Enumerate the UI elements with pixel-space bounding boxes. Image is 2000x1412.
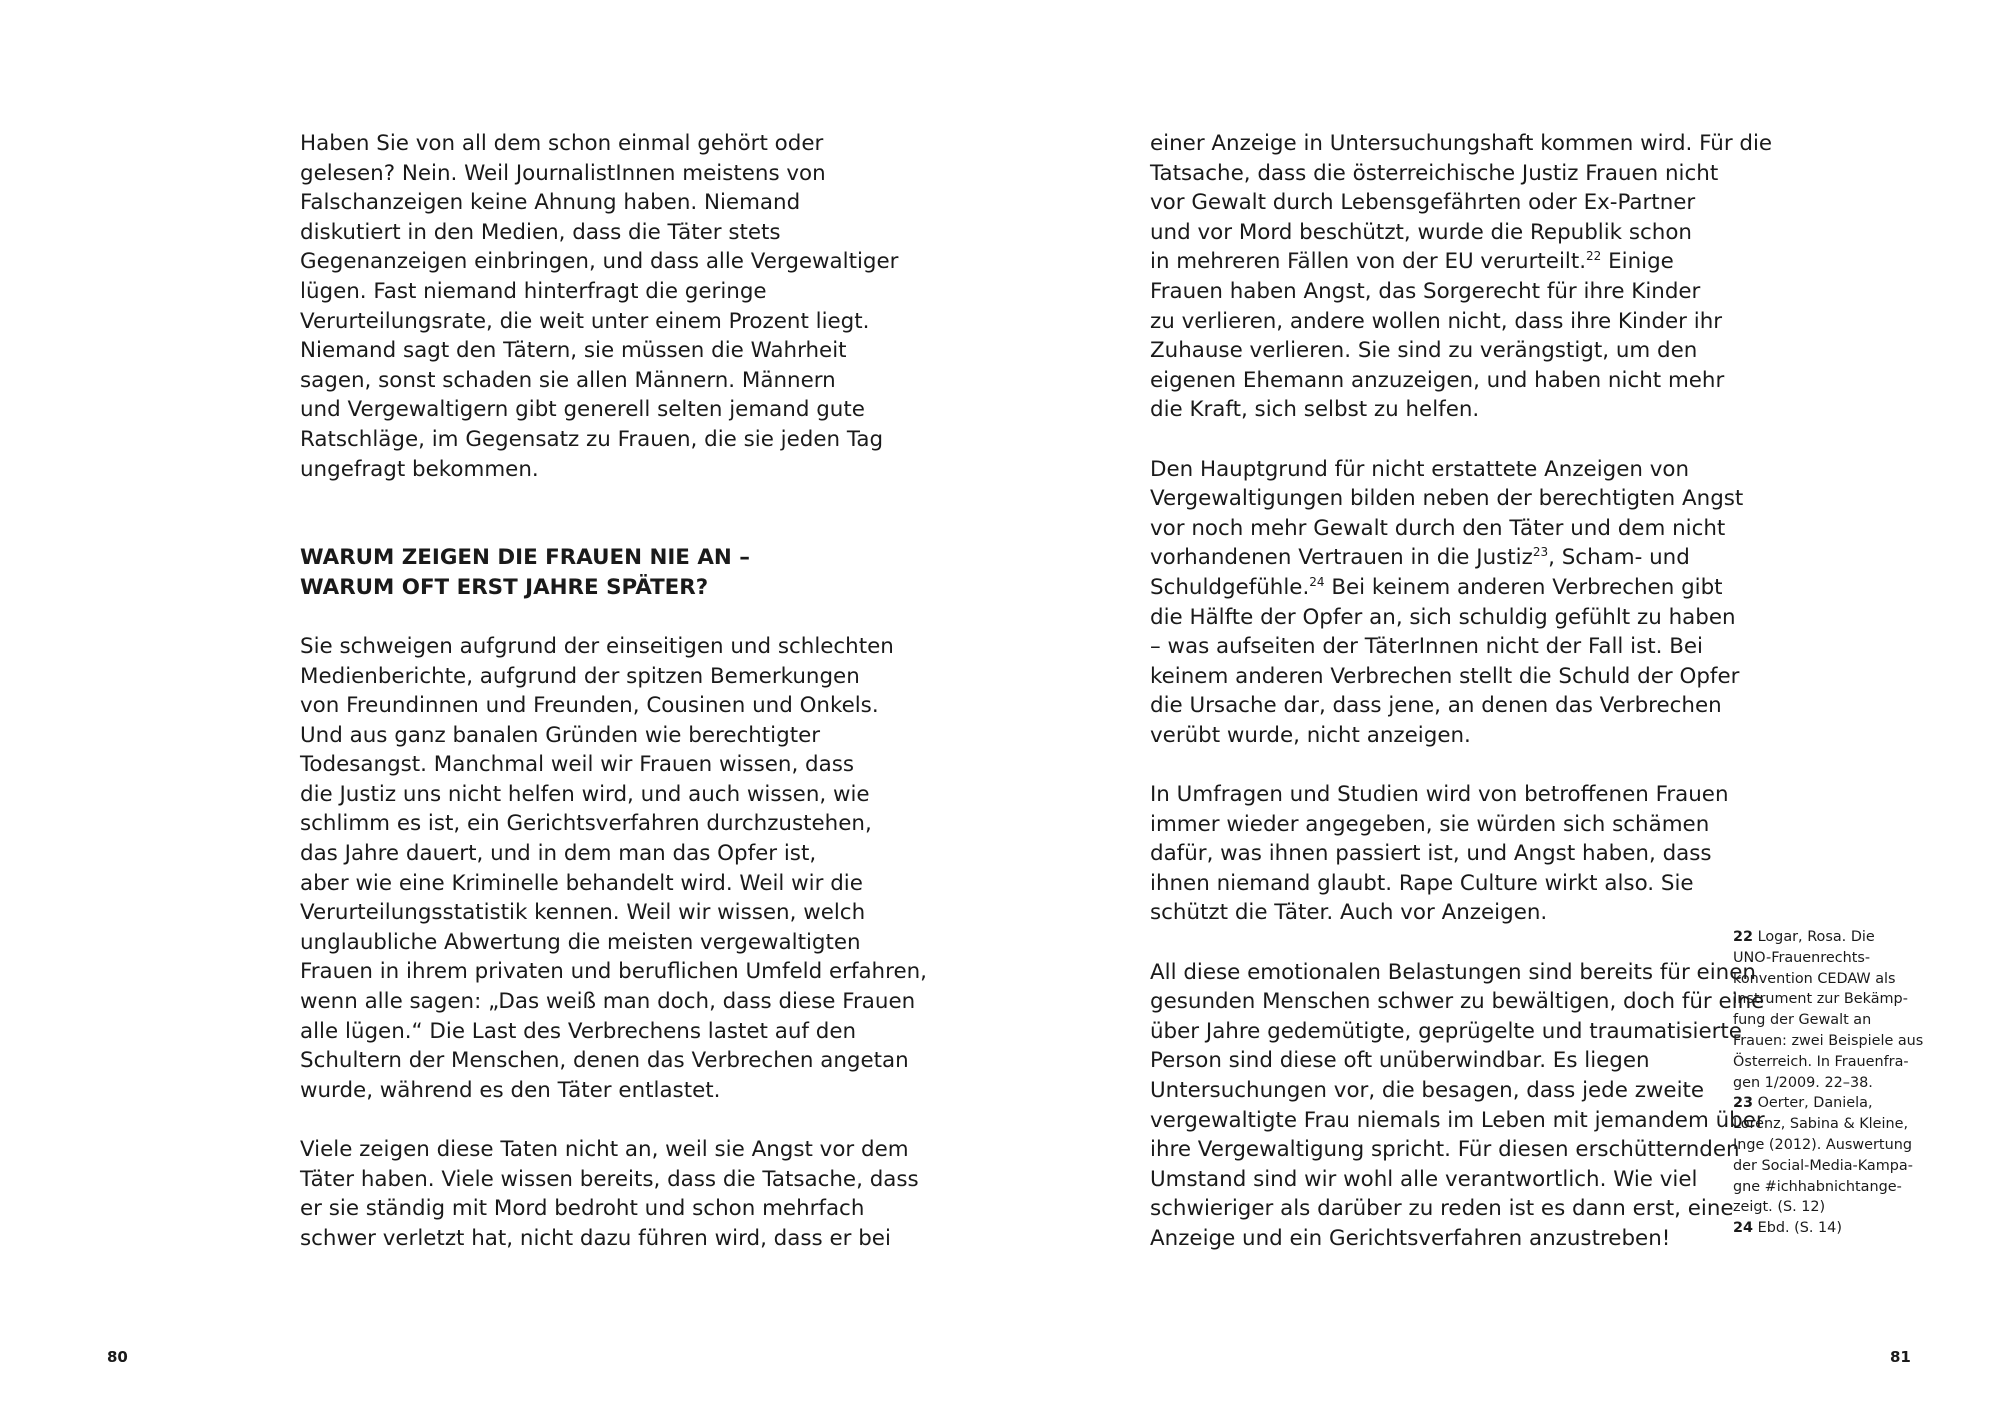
text-line: immer wieder angegeben, sie würden sich schämen xyxy=(1150,811,1710,837)
text-line: diskutiert in den Medien, dass die Täter stets xyxy=(300,219,781,245)
text-segment: Einige xyxy=(1601,249,1674,275)
footnote-text: Oerter, Daniela, xyxy=(1757,1095,1873,1112)
text-line: aber wie eine Kriminelle behandelt wird. Weil wir die xyxy=(300,870,863,896)
footnote-line: Instrument zur Bekämp- xyxy=(1733,991,1908,1008)
paragraph xyxy=(300,1135,919,1253)
text-line: und vor Mord beschützt, wurde die Republik schon xyxy=(1150,219,1692,245)
footnote-line: gne #ichhabnichtange- xyxy=(1733,1178,1902,1195)
text-segment: in mehreren Fällen von der EU verurteilt. xyxy=(1150,249,1587,275)
text-line: All diese emotionalen Belastungen sind bereits für einen xyxy=(1150,959,1756,985)
text-line: er sie ständig mit Mord bedroht und schon mehrfach xyxy=(300,1196,865,1222)
text-line: Verurteilungsstatistik kennen. Weil wir wissen, welch xyxy=(300,900,866,926)
footnote-line: konvention CEDAW als xyxy=(1733,970,1896,987)
text-line: Den Hauptgrund für nicht erstattete Anzeigen von xyxy=(1150,456,1690,482)
text-line: gelesen? Nein. Weil JournalistInnen meistens von xyxy=(300,160,826,186)
text-line: Todesangst. Manchmal weil wir Frauen wissen, dass xyxy=(300,752,855,778)
text-line: Person sind diese oft unüberwindbar. Es liegen xyxy=(1150,1048,1650,1074)
text-line: lügen. Fast niemand hinterfragt die geringe xyxy=(300,278,767,304)
section-heading xyxy=(300,543,880,602)
text-line: Frauen haben Angst, das Sorgerecht für ihre Kinder xyxy=(1150,278,1701,304)
footnote-number: 23 xyxy=(1733,1095,1754,1112)
text-line: die Hälfte der Opfer an, sich schuldig gefühlt zu haben xyxy=(1150,604,1736,630)
text-line xyxy=(1150,247,1730,277)
paragraph xyxy=(1150,129,1773,425)
footnote-text: Ebd. (S. 14) xyxy=(1757,1220,1842,1237)
text-line: Schultern der Menschen, denen das Verbrechen angetan xyxy=(300,1048,909,1074)
footnote-ref[interactable]: 22 xyxy=(1586,249,1602,264)
footnote-ref[interactable]: 24 xyxy=(1309,574,1325,589)
text-line xyxy=(1150,543,1730,573)
text-line: vor noch mehr Gewalt durch den Täter und dem nicht xyxy=(1150,515,1726,541)
text-line: Niemand sagt den Tätern, sie müssen die Wahrheit xyxy=(300,338,847,364)
footnote-line: Inge (2012). Auswertung xyxy=(1733,1136,1912,1153)
footnote-number: 22 xyxy=(1733,929,1754,945)
text-segment: Bei keinem anderen Verbrechen gibt xyxy=(1324,574,1723,600)
left-text-column xyxy=(300,129,927,1253)
footnotes xyxy=(1733,927,1923,1239)
footnote-line: Lorenz, Sabina & Kleine, xyxy=(1733,1116,1909,1133)
text-line: Zuhause verlieren. Sie sind zu verängstigt, um den xyxy=(1150,338,1698,364)
page-number: 80 xyxy=(107,1348,128,1366)
text-line: alle lügen.“ Die Last des Verbrechens lastet auf den xyxy=(300,1018,857,1044)
text-line: die Justiz uns nicht helfen wird, und auch wissen, wie xyxy=(300,781,870,807)
text-line: Verurteilungsrate, die weit unter einem Prozent liegt. xyxy=(300,308,870,334)
text-line: keinem anderen Verbrechen stellt die Schuld der Opfer xyxy=(1150,663,1740,689)
text-line: die Ursache dar, dass jene, an denen das Verbrechen xyxy=(1150,693,1722,719)
text-line: vergewaltigte Frau niemals im Leben mit jemandem über xyxy=(1150,1107,1765,1133)
text-segment: vorhandenen Vertrauen in die Justiz xyxy=(1150,545,1533,571)
text-line: verübt wurde, nicht anzeigen. xyxy=(1150,722,1471,748)
text-line: vor Gewalt durch Lebensgefährten oder Ex-Partner xyxy=(1150,190,1696,216)
text-line xyxy=(1150,573,1730,603)
footnote-ref[interactable]: 23 xyxy=(1532,545,1549,560)
footnote-line: der Social-Media-Kampa- xyxy=(1733,1157,1913,1174)
text-line: – was aufseiten der TäterInnen nicht der Fall ist. Bei xyxy=(1150,634,1704,660)
paragraph xyxy=(300,632,927,1106)
text-line: Umstand sind wir wohl alle verantwortlich. Wie viel xyxy=(1150,1166,1698,1192)
text-line: einer Anzeige in Untersuchungshaft kommen wird. Für die xyxy=(1150,131,1773,156)
text-line: Untersuchungen vor, die besagen, dass jede zweite xyxy=(1150,1078,1705,1103)
text-line: Tatsache, dass die österreichische Justiz Frauen nicht xyxy=(1150,160,1719,186)
text-line: Viele zeigen diese Taten nicht an, weil sie Angst vor dem xyxy=(300,1137,909,1162)
text-line: Sie schweigen aufgrund der einseitigen und schlechten xyxy=(300,633,894,659)
text-line: sagen, sonst schaden sie allen Männern. Männern xyxy=(300,367,836,393)
footnote-line: UNO-Frauenrechts- xyxy=(1733,949,1871,966)
paragraph xyxy=(300,129,899,484)
text-line: von Freundinnen und Freunden, Cousinen und Onkels. xyxy=(300,693,879,719)
text-line: zu verlieren, andere wollen nicht, dass ihre Kinder ihr xyxy=(1150,308,1723,334)
text-line: Ratschläge, im Gegensatz zu Frauen, die sie jeden Tag xyxy=(300,426,884,452)
footnote-23 xyxy=(1733,1093,1923,1114)
text-line: Und aus ganz banalen Gründen wie berechtigter xyxy=(300,722,821,748)
text-line: Anzeige und ein Gerichtsverfahren anzustreben! xyxy=(1150,1225,1671,1251)
heading-line: WARUM ZEIGEN DIE FRAUEN NIE AN – xyxy=(300,545,750,571)
footnote-24 xyxy=(1733,1218,1923,1239)
footnote-number: 24 xyxy=(1733,1220,1754,1237)
text-line: Frauen in ihrem privaten und beruflichen Umfeld erfahren, xyxy=(300,959,927,985)
page-number: 81 xyxy=(1890,1348,1911,1366)
text-line: Täter haben. Viele wissen bereits, dass die Tatsache, dass xyxy=(300,1166,919,1192)
text-line: schlimm es ist, ein Gerichtsverfahren durchzustehen, xyxy=(300,811,872,837)
footnote-line: gen 1/2009. 22–38. xyxy=(1733,1074,1873,1091)
heading-line: WARUM OFT ERST JAHRE SPÄTER? xyxy=(300,574,709,600)
text-line: wenn alle sagen: „Das weiß man doch, dass diese Frauen xyxy=(300,989,916,1015)
text-line: ihre Vergewaltigung spricht. Für diesen erschütternden xyxy=(1150,1137,1740,1163)
footnote-line: fung der Gewalt an xyxy=(1733,1012,1872,1029)
text-line: und Vergewaltigern gibt generell selten jemand gute xyxy=(300,397,865,423)
text-line: Haben Sie von all dem schon einmal gehört oder xyxy=(300,131,824,156)
text-segment: Schuldgefühle. xyxy=(1150,574,1310,600)
footnote-text: Logar, Rosa. Die xyxy=(1757,929,1875,945)
right-page xyxy=(1000,0,2000,1412)
text-line: wurde, während es den Täter entlastet. xyxy=(300,1077,721,1103)
text-segment: , Scham- und xyxy=(1548,545,1690,571)
text-line: Falschanzeigen keine Ahnung haben. Niemand xyxy=(300,190,801,216)
text-line: das Jahre dauert, und in dem man das Opfer ist, xyxy=(300,841,817,867)
text-line: schwieriger als darüber zu reden ist es dann erst, eine xyxy=(1150,1196,1734,1222)
text-line: Vergewaltigungen bilden neben der berechtigten Angst xyxy=(1150,486,1744,512)
text-line: ungefragt bekommen. xyxy=(300,456,539,482)
text-line: Gegenanzeigen einbringen, und dass alle Vergewaltiger xyxy=(300,249,899,275)
text-line: Medienberichte, aufgrund der spitzen Bemerkungen xyxy=(300,663,860,689)
footnote-line: Österreich. In Frauenfra- xyxy=(1733,1053,1909,1070)
footnote-22 xyxy=(1733,927,1923,948)
text-line: schützt die Täter. Auch vor Anzeigen. xyxy=(1150,900,1548,926)
right-text-column xyxy=(1150,129,1773,1254)
text-line: dafür, was ihnen passiert ist, und Angst haben, dass xyxy=(1150,841,1712,867)
text-line: In Umfragen und Studien wird von betroffenen Frauen xyxy=(1150,782,1729,808)
footnote-line: Frauen: zwei Beispiele aus xyxy=(1733,1032,1924,1049)
paragraph xyxy=(1150,455,1744,751)
text-line: unglaubliche Abwertung die meisten vergewaltigten xyxy=(300,929,861,955)
text-line: über Jahre gedemütigte, geprügelte und traumatisierte xyxy=(1150,1018,1742,1044)
text-line: schwer verletzt hat, nicht dazu führen wird, dass er bei xyxy=(300,1225,891,1251)
footnote-line: zeigt. (S. 12) xyxy=(1733,1199,1826,1216)
text-line: ihnen niemand glaubt. Rape Culture wirkt also. Sie xyxy=(1150,870,1694,896)
text-line: die Kraft, sich selbst zu helfen. xyxy=(1150,397,1480,423)
text-line: eigenen Ehemann anzuzeigen, und haben nicht mehr xyxy=(1150,367,1725,393)
text-line: gesunden Menschen schwer zu bewältigen, doch für eine xyxy=(1150,989,1765,1015)
paragraph xyxy=(1150,780,1730,928)
